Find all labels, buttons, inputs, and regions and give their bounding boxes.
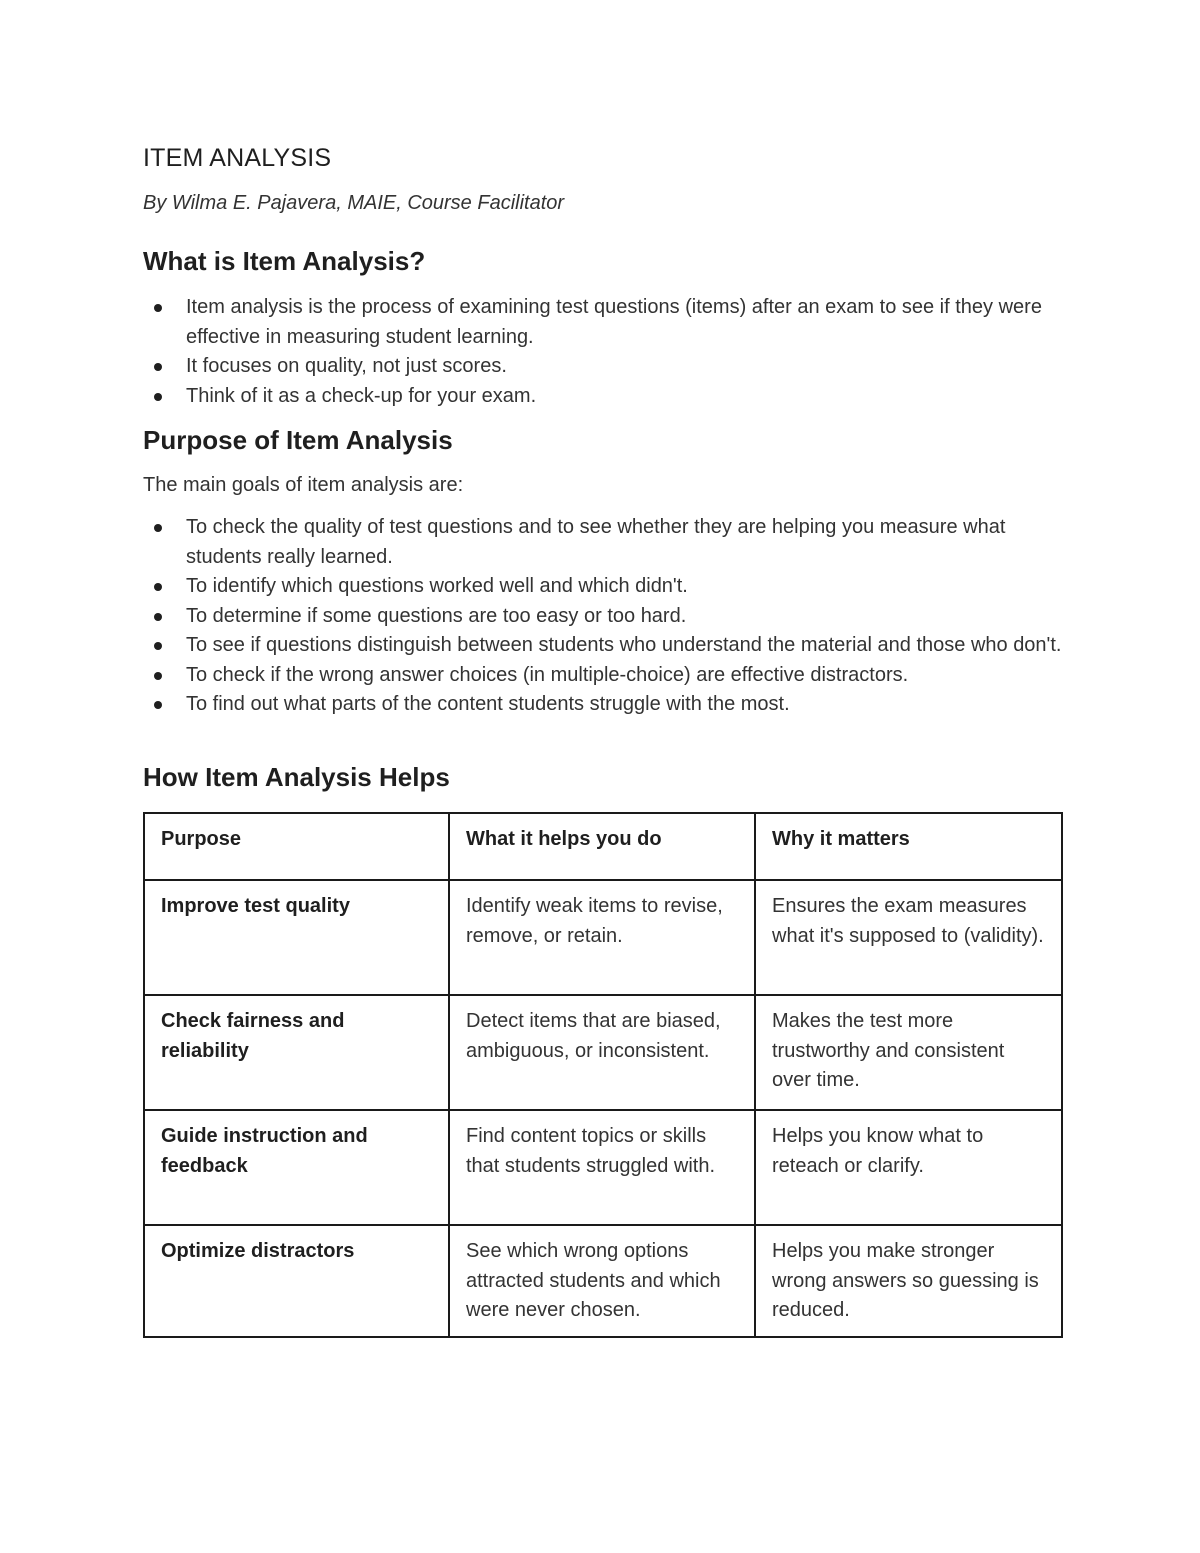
- table-row: [144, 995, 1062, 1110]
- bullet-icon: [154, 613, 162, 621]
- table-cell: See which wrong options attracted students and which were never chosen.: [449, 1225, 755, 1337]
- column-header-why-it-matters: Why it matters: [755, 813, 1062, 880]
- document-title: ITEM ANALYSIS: [143, 144, 332, 172]
- table-cell-purpose: Improve test quality: [144, 880, 449, 995]
- column-header-purpose: Purpose: [144, 813, 449, 880]
- what-is-bullet-list: [143, 293, 1061, 411]
- bullet-icon: [154, 524, 162, 532]
- bullet-icon: [154, 363, 162, 371]
- list-item: To check if the wrong answer choices (in multiple-choice) are effective distractors.: [143, 661, 1061, 691]
- bullet-icon: [154, 701, 162, 709]
- table-cell: Helps you know what to reteach or clarify.: [755, 1110, 1062, 1225]
- bullet-icon: [154, 393, 162, 401]
- table-header-row: [144, 813, 1062, 880]
- table-cell-purpose: Check fairness and reliability: [144, 995, 449, 1110]
- table-row: [144, 880, 1062, 995]
- bullet-icon: [154, 672, 162, 680]
- table-cell: Find content topics or skills that students struggled with.: [449, 1110, 755, 1225]
- bullet-icon: [154, 304, 162, 312]
- list-item: To determine if some questions are too easy or too hard.: [143, 602, 1061, 632]
- bullet-icon: [154, 642, 162, 650]
- table-cell: Makes the test more trustworthy and consistent over time.: [755, 995, 1062, 1110]
- table-cell: Identify weak items to revise, remove, or retain.: [449, 880, 755, 995]
- list-item: To see if questions distinguish between students who understand the material and those who don't.: [143, 631, 1098, 661]
- author-byline: By Wilma E. Pajavera, MAIE, Course Facilitator: [143, 192, 565, 214]
- table-row: [144, 1110, 1062, 1225]
- column-header-what-it-helps: What it helps you do: [449, 813, 755, 880]
- table-cell: Helps you make stronger wrong answers so guessing is reduced.: [755, 1225, 1062, 1337]
- purpose-bullet-list: [143, 513, 1061, 720]
- heading-what-is-item-analysis: What is Item Analysis?: [143, 246, 426, 276]
- list-item: Think of it as a check-up for your exam.: [143, 382, 1061, 412]
- list-item: To check the quality of test questions and to see whether they are helping you measure what students really learned.: [143, 513, 1066, 572]
- table-cell: Detect items that are biased, ambiguous, or inconsistent.: [449, 995, 755, 1110]
- heading-purpose-of-item-analysis: Purpose of Item Analysis: [143, 425, 453, 455]
- list-item: Item analysis is the process of examining test questions (items) after an exam to see if they were effective in measuring student learning.: [143, 293, 1066, 352]
- table-cell: Ensures the exam measures what it's supposed to (validity).: [755, 880, 1062, 995]
- bullet-icon: [154, 583, 162, 591]
- list-item: It focuses on quality, not just scores.: [143, 352, 1061, 382]
- table-cell-purpose: Optimize distractors: [144, 1225, 449, 1337]
- item-analysis-table: [143, 812, 1063, 1338]
- heading-how-item-analysis-helps: How Item Analysis Helps: [143, 762, 450, 792]
- table-cell-purpose: Guide instruction and feedback: [144, 1110, 449, 1225]
- list-item: To find out what parts of the content students struggle with the most.: [143, 690, 1061, 720]
- list-item: To identify which questions worked well and which didn't.: [143, 572, 1061, 602]
- purpose-intro-text: The main goals of item analysis are:: [143, 474, 464, 496]
- table-row: [144, 1225, 1062, 1337]
